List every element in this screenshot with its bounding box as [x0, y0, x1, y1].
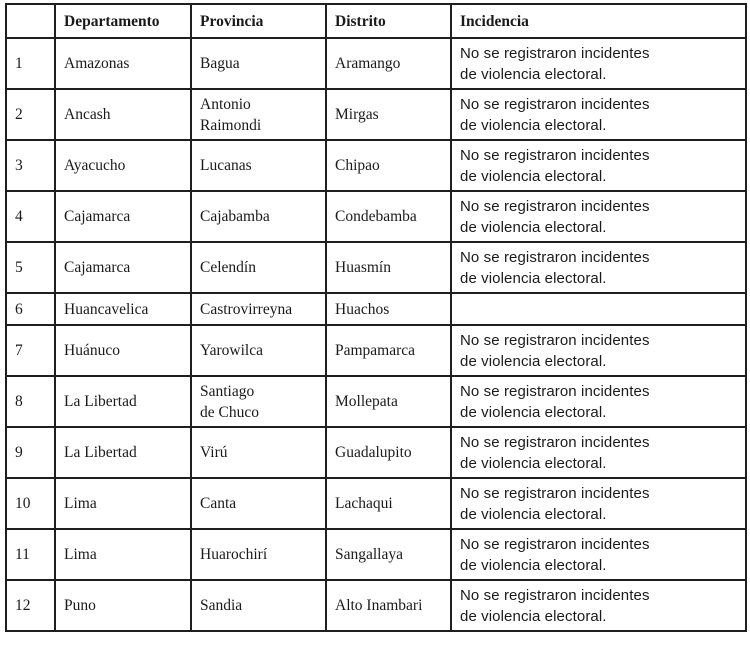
- distrito-cell: Alto Inambari: [326, 580, 451, 631]
- departamento-cell: Amazonas: [55, 38, 191, 89]
- table-row: [6, 293, 746, 325]
- provincia-cell-line: Cajabamba: [200, 208, 270, 225]
- departamento-cell: Ancash: [55, 89, 191, 140]
- header-distrito: Distrito: [326, 4, 451, 38]
- incidencia-cell: [451, 325, 746, 376]
- distrito-cell: Huasmín: [326, 242, 451, 293]
- distrito-cell: Mollepata: [326, 376, 451, 427]
- distrito-cell: Lachaqui: [326, 478, 451, 529]
- provincia-cell-line: Lucanas: [200, 157, 252, 174]
- distrito-cell: Huachos: [326, 293, 451, 325]
- incidencia-cell-line: No se registraron incidentes: [460, 331, 650, 349]
- incidencia-cell-line: de violencia electoral.: [460, 403, 607, 421]
- incidencia-cell-line: de violencia electoral.: [460, 556, 607, 574]
- provincia-cell-line: Celendín: [200, 259, 256, 276]
- table-row: [6, 580, 746, 631]
- row-number: 11: [6, 529, 55, 580]
- table-row: [6, 478, 746, 529]
- header-incidencia: Incidencia: [451, 4, 746, 38]
- incidencia-cell-line: de violencia electoral.: [460, 607, 607, 625]
- distrito-cell: Mirgas: [326, 89, 451, 140]
- incidencia-cell-line: de violencia electoral.: [460, 352, 607, 370]
- table-row: [6, 38, 746, 89]
- table-row: [6, 191, 746, 242]
- incidencia-cell: [451, 293, 746, 325]
- departamento-cell: Cajamarca: [55, 242, 191, 293]
- row-number: 5: [6, 242, 55, 293]
- distrito-cell: Sangallaya: [326, 529, 451, 580]
- departamento-cell: Lima: [55, 529, 191, 580]
- incidencia-cell: [451, 242, 746, 293]
- incidencia-cell: [451, 376, 746, 427]
- departamento-cell: Ayacucho: [55, 140, 191, 191]
- departamento-cell: La Libertad: [55, 427, 191, 478]
- table-row: [6, 376, 746, 427]
- departamento-cell: Lima: [55, 478, 191, 529]
- distrito-cell: Pampamarca: [326, 325, 451, 376]
- incidencia-cell: [451, 191, 746, 242]
- provincia-cell-line: Canta: [200, 495, 237, 512]
- row-number: 4: [6, 191, 55, 242]
- incidencia-cell: [451, 478, 746, 529]
- table-row: [6, 325, 746, 376]
- incidencia-cell: [451, 38, 746, 89]
- incidencia-cell-line: de violencia electoral.: [460, 505, 607, 523]
- incidencia-cell-line: No se registraron incidentes: [460, 197, 650, 215]
- incidencia-cell: [451, 529, 746, 580]
- incidencia-cell-line: de violencia electoral.: [460, 167, 607, 185]
- row-number: 6: [6, 293, 55, 325]
- incidencia-cell: [451, 427, 746, 478]
- table-row: [6, 427, 746, 478]
- header-row: [6, 4, 746, 38]
- departamento-cell: Puno: [55, 580, 191, 631]
- table-row: [6, 89, 746, 140]
- provincia-cell: [191, 580, 326, 631]
- incidencia-cell-line: de violencia electoral.: [460, 65, 607, 83]
- provincia-cell: [191, 376, 326, 427]
- provincia-cell-line: Antonio: [200, 95, 251, 113]
- row-number: 3: [6, 140, 55, 191]
- provincia-cell: [191, 427, 326, 478]
- incidencia-cell-line: de violencia electoral.: [460, 218, 607, 236]
- incidencia-cell-line: No se registraron incidentes: [460, 44, 650, 62]
- table-body: [6, 38, 746, 631]
- row-number: 8: [6, 376, 55, 427]
- header-num: [6, 4, 55, 38]
- provincia-cell: [191, 478, 326, 529]
- row-number: 1: [6, 38, 55, 89]
- provincia-cell-line: de Chuco: [200, 403, 259, 421]
- provincia-cell-line: Sandia: [200, 597, 243, 614]
- distrito-cell: Chipao: [326, 140, 451, 191]
- incidencia-cell-line: No se registraron incidentes: [460, 484, 650, 502]
- provincia-cell-line: Castrovirreyna: [200, 300, 293, 318]
- row-number: 9: [6, 427, 55, 478]
- incidencia-cell-line: de violencia electoral.: [460, 269, 607, 287]
- table-row: [6, 529, 746, 580]
- departamento-cell: La Libertad: [55, 376, 191, 427]
- provincia-cell-line: Huarochirí: [200, 546, 268, 563]
- provincia-cell: [191, 38, 326, 89]
- table-row: [6, 242, 746, 293]
- departamento-cell: Cajamarca: [55, 191, 191, 242]
- provincia-cell: [191, 529, 326, 580]
- distrito-cell: Aramango: [326, 38, 451, 89]
- provincia-cell: [191, 293, 326, 325]
- incidencia-cell-line: No se registraron incidentes: [460, 382, 650, 400]
- provincia-cell-line: Bagua: [200, 55, 240, 72]
- header-provincia: Provincia: [191, 4, 326, 38]
- departamento-cell: Huánuco: [55, 325, 191, 376]
- distrito-cell: Guadalupito: [326, 427, 451, 478]
- header-departamento: Departamento: [55, 4, 191, 38]
- incidencia-cell-line: No se registraron incidentes: [460, 95, 650, 113]
- incidencia-cell-line: No se registraron incidentes: [460, 146, 650, 164]
- incidencia-cell-line: No se registraron incidentes: [460, 586, 650, 604]
- provincia-cell: [191, 89, 326, 140]
- incidencia-cell: [451, 140, 746, 191]
- incidencia-cell: [451, 89, 746, 140]
- row-number: 2: [6, 89, 55, 140]
- incidencia-cell: [451, 580, 746, 631]
- incidencia-cell-line: No se registraron incidentes: [460, 433, 650, 451]
- provincia-cell-line: Yarowilca: [200, 342, 263, 359]
- row-number: 12: [6, 580, 55, 631]
- row-number: 10: [6, 478, 55, 529]
- provincia-cell-line: Santiago: [200, 382, 255, 400]
- provincia-cell: [191, 140, 326, 191]
- provincia-cell: [191, 242, 326, 293]
- incidencia-cell-line: No se registraron incidentes: [460, 248, 650, 266]
- departamento-cell: Huancavelica: [55, 293, 191, 325]
- incidencia-cell-line: de violencia electoral.: [460, 454, 607, 472]
- incidencia-cell-line: de violencia electoral.: [460, 116, 607, 134]
- row-number: 7: [6, 325, 55, 376]
- provincia-cell-line: Raimondi: [200, 116, 262, 134]
- incidents-table: [5, 3, 747, 632]
- provincia-cell-line: Virú: [200, 444, 228, 461]
- incidencia-cell-line: No se registraron incidentes: [460, 535, 650, 553]
- table-row: [6, 140, 746, 191]
- provincia-cell: [191, 325, 326, 376]
- distrito-cell: Condebamba: [326, 191, 451, 242]
- provincia-cell: [191, 191, 326, 242]
